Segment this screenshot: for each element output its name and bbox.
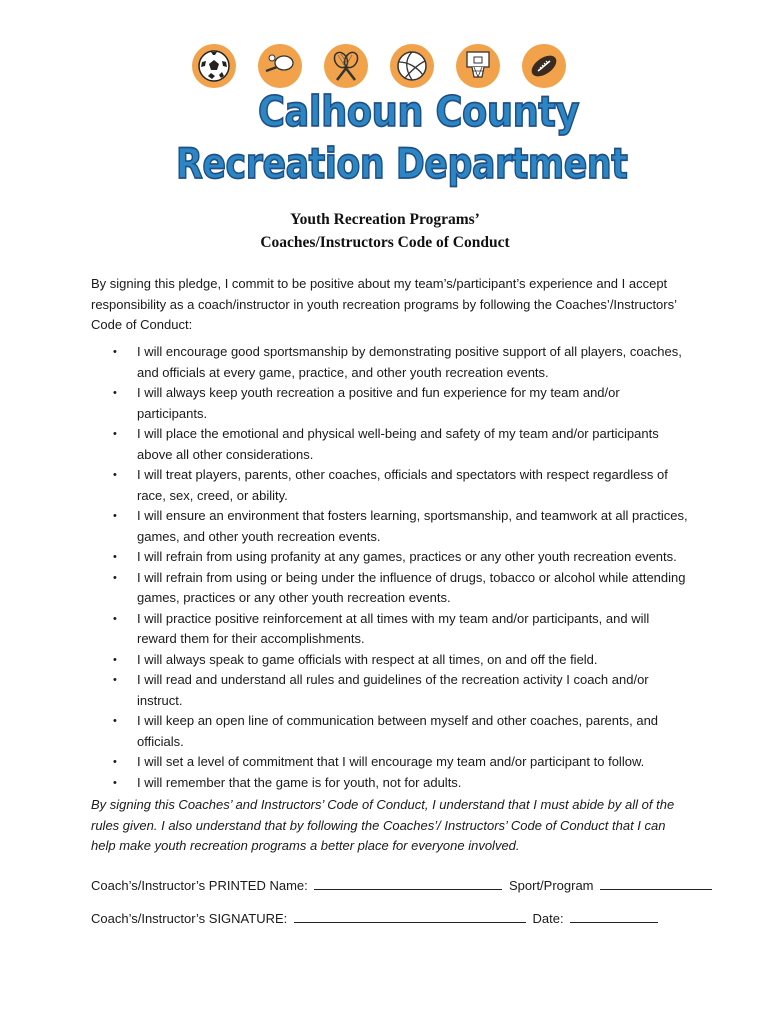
bullet: • (113, 776, 117, 789)
pledge-item (91, 465, 691, 506)
signature-line (91, 910, 731, 926)
pledge-item (91, 342, 691, 383)
department-logo (170, 40, 628, 195)
date-label: Date: (532, 911, 564, 926)
logo-line-county: Calhoun County (258, 88, 579, 137)
sport-program-label: Sport/Program (508, 878, 594, 893)
signature-field[interactable] (294, 910, 526, 923)
printed-name-line (91, 877, 731, 893)
bullet: • (113, 469, 117, 481)
bullet: • (113, 551, 117, 563)
date-field[interactable] (570, 910, 658, 923)
closing-paragraph: By signing this Coaches’ and Instructors’ Code of Conduct, I understand that I must abide by all of the rules given. I also understand that by following the Coaches’/ Instructors’ Code of Conduct that I can help make youth recreation programs a better place for everyone involved. (91, 797, 675, 853)
pledge-text: I will remember that the game is for youth, not for adults. (137, 774, 462, 790)
pledge-text: I will refrain from using profanity at any games, practices or any other youth recreation events. (137, 549, 677, 564)
pledge-text: I will treat players, parents, other coaches, officials and spectators with respect regardless of race, sex, creed, or ability. (137, 467, 668, 503)
bullet: • (113, 715, 117, 727)
pledge-text: I will keep an open line of communication between myself and other coaches, parents, and officials. (137, 713, 659, 749)
pledge-item (91, 752, 691, 773)
pledge-item (91, 383, 691, 424)
bullet: • (113, 571, 117, 584)
bullet: • (113, 346, 117, 358)
pledge-item (91, 650, 691, 671)
pledge-text: I will always speak to game officials with respect at all times, on and off the field. (137, 651, 598, 667)
printed-name-field[interactable] (314, 877, 502, 890)
tennis-rackets-icon (324, 44, 368, 88)
printed-name-label: Coach’s/Instructor’s PRINTED Name: (91, 878, 308, 893)
pledge-item (91, 547, 691, 568)
pledge-item (91, 711, 691, 752)
document-title-line2: Coaches/Instructors Code of Conduct (260, 234, 510, 251)
basketball-hoop-icon (456, 44, 500, 88)
bullet: • (113, 674, 117, 686)
bullet: • (113, 428, 117, 440)
document-title-line1: Youth Recreation Programs’ (290, 211, 480, 228)
sport-program-field[interactable] (600, 877, 712, 890)
soccer-ball-icon (192, 44, 236, 88)
pledge-text: I will read and understand all rules and guidelines of the recreation activity I coach and/or instruct. (137, 672, 649, 708)
bullet: • (113, 612, 117, 625)
pledge-item (91, 424, 691, 465)
pledge-text: I will place the emotional and physical well-being and safety of my team and/or participants above all other considerations. (137, 426, 659, 462)
volleyball-icon (390, 44, 434, 88)
pledge-text: I will encourage good sportsmanship by demonstrating positive support of all players, coaches, and officials at every game, practice, and other youth recreation events. (137, 344, 682, 380)
logo-line-department: Recreation Department (176, 140, 628, 189)
pledge-text: I will practice positive reinforcement at all times with my team and/or participants, and will reward them for their accomplishments. (137, 610, 650, 646)
pledge-item (91, 568, 691, 609)
pledge-item (91, 773, 691, 794)
signature-label: Coach’s/Instructor’s SIGNATURE: (91, 911, 288, 926)
pledge-item (91, 609, 691, 650)
bullet: • (113, 510, 117, 522)
football-icon (522, 44, 566, 88)
ping-pong-icon (258, 44, 302, 88)
pledge-text: I will always keep youth recreation a positive and fun experience for my team and/or participants. (137, 385, 620, 421)
pledge-list (91, 342, 691, 793)
pledge-text: I will set a level of commitment that I will encourage my team and/or participant to follow. (137, 754, 645, 769)
bullet: • (113, 387, 117, 399)
pledge-text: I will refrain from using or being under the influence of drugs, tobacco or alcohol while attending games, practices or any other youth recreation events. (137, 569, 686, 605)
sports-icons-row (192, 40, 562, 92)
bullet: • (113, 756, 117, 768)
bullet: • (113, 653, 117, 666)
intro-paragraph: By signing this pledge, I commit to be positive about my team’s/participant’s experience and I accept responsibility as a coach/instructor in youth recreation programs by following the Coaches’/Instructors’ Code of Conduct: (91, 276, 677, 332)
pledge-text: I will ensure an environment that fosters learning, sportsmanship, and teamwork at all practices, games, and other youth recreation events. (137, 508, 688, 544)
pledge-item (91, 670, 691, 711)
pledge-item (91, 506, 691, 547)
